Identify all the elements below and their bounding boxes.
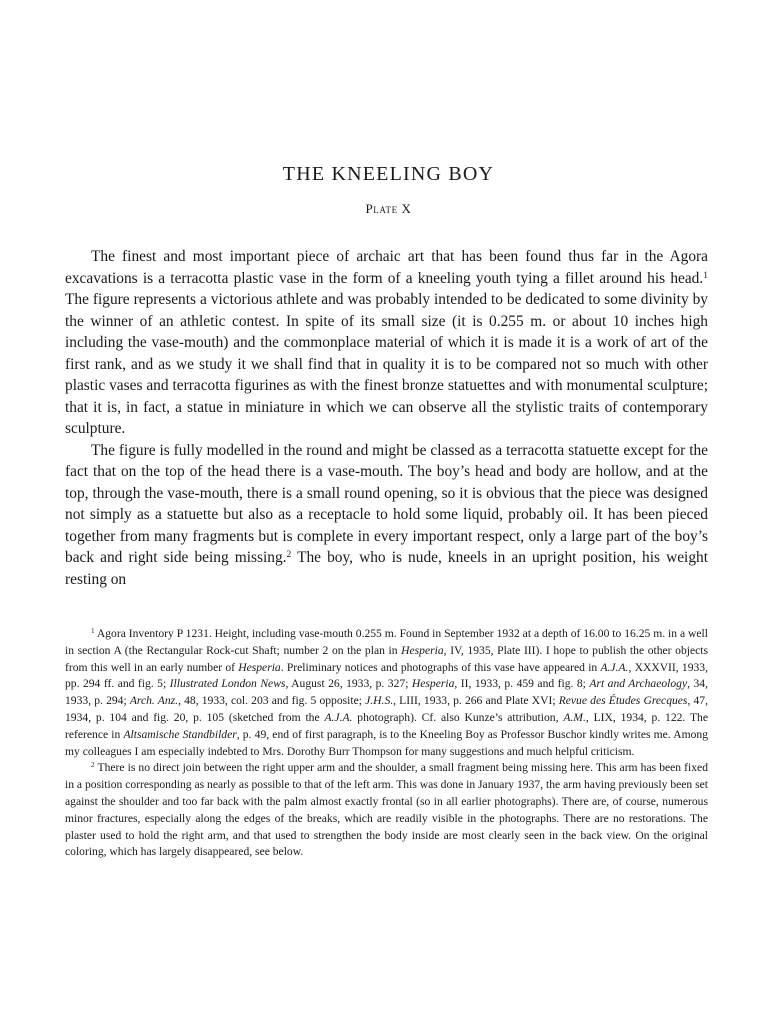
fn1-italic: Hesperia — [411, 677, 455, 691]
fn1-text: , IV, 1935, Plate III). I hope to publish the other objects from this well in an early number of — [65, 643, 708, 674]
fn1-italic: Arch. Anz. — [129, 694, 179, 708]
article-title: THE KNEELING BOY — [282, 163, 495, 185]
fn1-text: , LIII, 1933, p. 266 and Plate XVI; — [393, 694, 559, 708]
fn1-italic: Hesperia — [238, 660, 281, 674]
fn1-text: . Preliminary notices and photographs of this vase have appeared in — [280, 660, 601, 674]
fn1-text: , XXXVII, 1933, pp. 294 ff. and fig. 5; — [65, 660, 708, 691]
paragraph-1-text-b: The figure represents a victorious athlete and was probably intended to be dedicated to some divinity by the winner of an athletic contest. In spite of its small size (it is 0.255 m. or about 10 inches high including the vase-mouth) and the commonplace material of which it is made it is a work of art of the first rank, and as we study it we shall find that in quality it is to be compared not so much with other plastic vases and terracotta figurines as with the finest bronze statuettes and with monumental sculpture; that it is, in fact, a statue in miniature in which we can observe all the stylistic traits of contemporary sculpture. — [65, 291, 708, 437]
footnote-marker-1: 1 — [91, 627, 95, 636]
fn1-text: , LIX, 1934, p. 122. The reference in — [65, 710, 708, 741]
fn1-text: , 48, 1933, col. 203 and fig. 5 opposite; — [178, 694, 366, 708]
plate-reference: Plate X — [365, 201, 412, 216]
fn1-italic: J.H.S. — [365, 694, 394, 708]
footnote-ref-2: 2 — [286, 548, 292, 560]
footnote-2 — [65, 760, 708, 861]
fn1-italic: Altsamische Standbilder — [123, 727, 237, 741]
fn1-italic: A.J.A. — [600, 660, 629, 674]
body-text — [65, 246, 708, 590]
footnote-marker-2: 2 — [91, 761, 95, 770]
fn1-text: Agora Inventory P 1231. Height, including vase-mouth 0.255 m. Found in September 1932 at a depth of 16.00 to 16.25 m. in a well in section A (the Rectangular Rock-cut Shaft; number 2 on the plan in — [65, 627, 708, 657]
fn1-italic: Illustrated London News — [169, 677, 286, 691]
paragraph-2-text-b: The boy, who is nude, kneels in an upright position, his weight resting on — [65, 549, 708, 588]
footnotes — [65, 626, 708, 861]
fn2-text: There is no direct join between the right upper arm and the shoulder, a small fragment being missing here. This arm has been fixed in a position corresponding as nearly as possible to that of the left arm. This was done in January 1937, the arm having previously been set against the shoulder and too far back with the palm almost exactly frontal (so in all earlier photographs). There are, of course, numerous minor fractures, especially along the edges of the breaks, which are readily visible in the photographs. There are no restorations. The plaster used to hold the right arm, and that used to strengthen the body inside are most clearly seen in the back view. On the original coloring, which has largely disappeared, see below. — [65, 761, 708, 859]
fn1-text: photograph). Cf. also Kunze’s attribution, — [352, 710, 564, 724]
paragraph-2 — [65, 440, 708, 591]
fn1-text: , II, 1933, p. 459 and fig. 8; — [454, 677, 590, 691]
footnote-1 — [65, 626, 708, 760]
fn1-italic: Hesperia — [401, 643, 444, 657]
paragraph-1 — [65, 246, 708, 440]
fn1-text: , 34, 1933, p. 294; — [65, 677, 708, 708]
fn1-italic: Revue des Études Grecques — [558, 694, 688, 708]
fn1-text: , August 26, 1933, p. 327; — [285, 677, 412, 691]
fn1-italic: A.M. — [563, 710, 586, 724]
footnote-ref-1: 1 — [703, 269, 708, 281]
fn1-italic: Art and Archaeology — [589, 677, 688, 691]
fn1-italic: A.J.A. — [324, 710, 353, 724]
fn1-text: , p. 49, end of first paragraph, is to the Kneeling Boy as Professor Buschor kindly writes me. Among my colleagues I am especially indebted to Mrs. Dorothy Burr Thompson for many suggestions and much helpful criticism. — [65, 727, 708, 758]
paragraph-2-text-a: The figure is fully modelled in the round and might be classed as a terracotta statuette except for the fact that on the top of the head there is a vase-mouth. The boy’s head and body are hollow, and at the top, through the vase-mouth, there is a small round opening, so it is obvious that the piece was designed not simply as a statuette but also as a receptacle to hold some liquid, probably oil. It has been pieced together from many fragments but is complete in every important respect, only a large part of the boy’s back and right side being missing. — [65, 441, 708, 566]
paragraph-1-text-a: The finest and most important piece of archaic art that has been found thus far in the Agora excavations is a terracotta plastic vase in the form of a kneeling youth tying a fillet around his head. — [65, 248, 708, 287]
fn1-text: , 47, 1934, p. 104 and fig. 20, p. 105 (sketched from the — [65, 694, 708, 724]
